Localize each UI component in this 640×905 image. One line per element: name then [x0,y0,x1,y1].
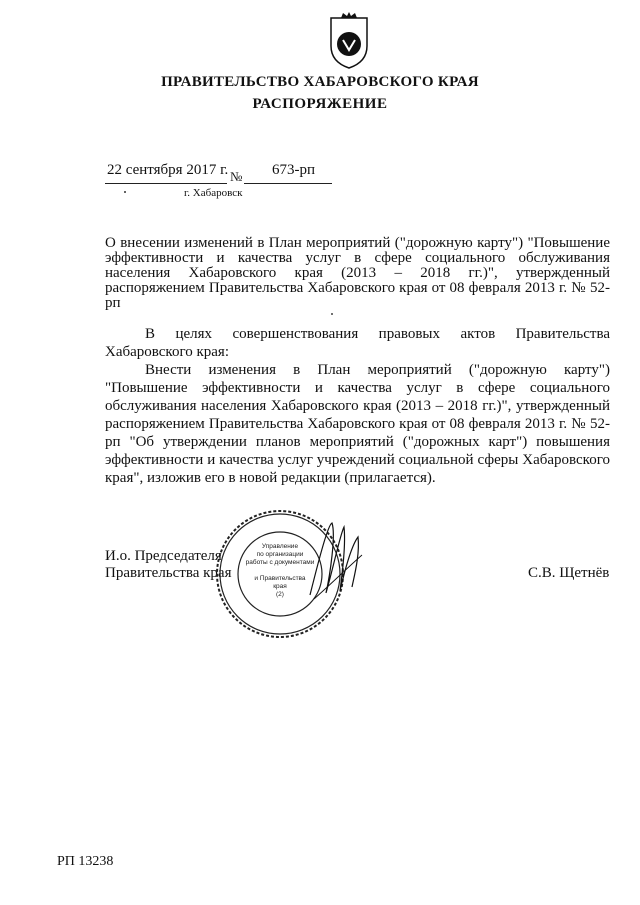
position-line: И.о. Председателя [105,548,222,564]
document-subject: О внесении изменений в План мероприятий ("дорожную карту") "Повышение эффективности и качества услуг в сфере социального обслуживания населения Хабаровского края (2013 – 2018 гг.)", утвержденный распоряжением Правительства Хабаровского края от 08 февраля 2013 г. № 52-рп [105,235,610,311]
number-underline [244,183,332,184]
handwritten-signature [300,515,370,605]
seal-center-line: работы с документами [245,559,315,566]
signer-name: С.В. Щетнёв [528,565,610,581]
seal-center-line: (2) [276,591,284,598]
document-type: РАСПОРЯЖЕНИЕ [252,96,388,112]
document-date: 22 сентября 2017 г. [107,162,229,178]
seal-center-line: Управление [261,543,299,550]
signer-position [105,548,232,582]
coat-of-arms-icon [327,12,371,70]
number-sign: № [230,169,243,184]
order-paragraph: Внести изменения в План мероприятий ("дорожную карту") "Повышение эффективности и качества услуг в сфере социального обслуживания населения Хабаровского края (2013 – 2018 гг.)", утвержденный распоряжением Правительства Хабаровского края от 08 февраля 2013 г. № 52-рп "Об утверждении планов мероприятий ("дорожных карт") повышения эффективности и качества услуг учреждений социальной сферы Хабаровского края", изложив его в новой редакции (прилагается). [105,362,610,486]
seal-center-line: по организации [256,551,304,558]
preamble-paragraph: В целях совершенствования правовых актов Правительства Хабаровского края: [105,326,610,360]
date-underline [105,183,227,184]
seal-center-line: и Правительства [254,575,306,582]
organization-title: ПРАВИТЕЛЬСТВО ХАБАРОВСКОГО КРАЯ [161,74,479,90]
speck [124,191,126,193]
speck [331,313,333,315]
registration-number: РП 13238 [57,854,114,869]
seal-center-line: края [273,583,287,590]
city: г. Хабаровск [184,187,243,199]
document-number: 673-рп [272,162,316,178]
position-line: Правительства края [105,565,232,581]
